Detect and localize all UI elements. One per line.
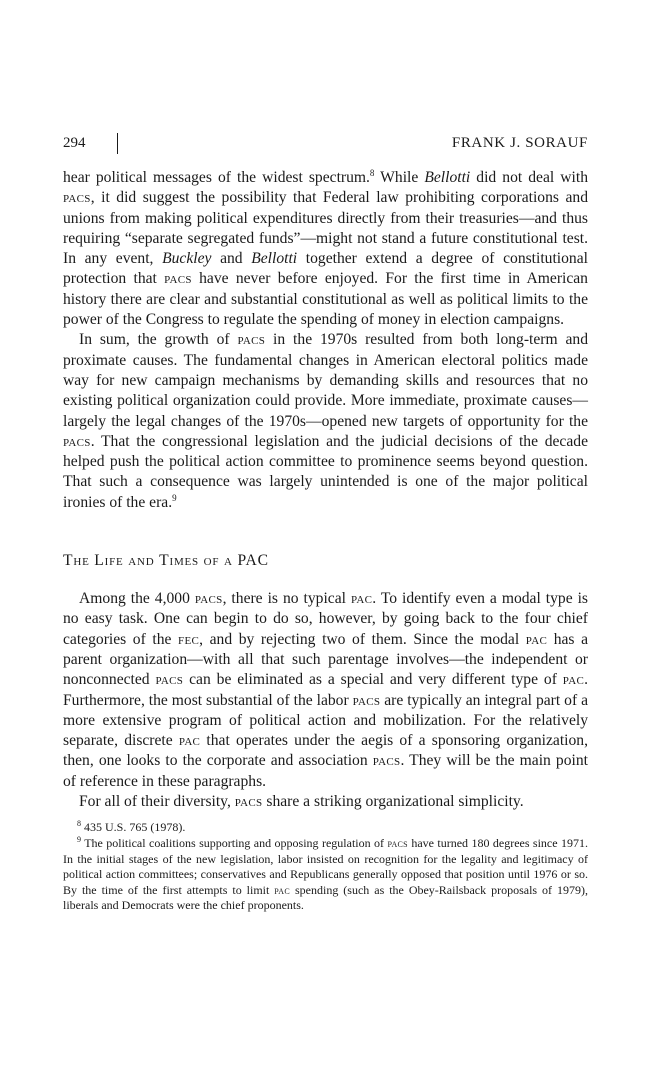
paragraph-2: In sum, the growth of pacs in the 1970s resulted from both long-term and proximate causes. The fundamental changes in American electoral politics made way for new campaign mechanisms by demanding skills and resources that no existing political organization could provide. More immediate, proximate causes—largely the legal changes of the 1970s—opened new targets of opportunity for the pacs. That the congressional legislation and the judicial decisions of the decade helped push the political action committee to prominence seems beyond question. That such a consequence was largely unintended is one of the major political ironies of the era.$^9$ [63, 331, 589, 511]
footnote-8: $^8$ 435 U.S. 765 (1978). [77, 819, 186, 835]
header-rule [117, 133, 118, 154]
body-text [63, 168, 588, 812]
footnote-mark-8: 8 [77, 819, 81, 829]
case-name-bellotti: Bellotti [251, 250, 298, 268]
paragraph-4: For all of their diversity, pacs share a striking organizational simplicity. [79, 793, 524, 811]
book-page [63, 130, 588, 914]
footnote-ref-9: 9 [172, 492, 177, 503]
paragraph-1: hear political messages of the widest spectrum.$^8$ While Bellotti did not deal with pacs, it did suggest the possibility that Federal law prohibiting corporations and unions from making political expenditures directly from their treasuries—and thus requiring “separate segregated funds”—might not stand a future constitutional test. In any event, Buckley and Bellotti together extend a degree of constitutional protection that pacs have never before enjoyed. For the first time in American history there are clear and substantial constitutional as well as political limits to the power of the Congress to regulate the spending of money in election campaigns. [63, 167, 588, 329]
running-head-author: FRANK J. SORAUF [451, 135, 588, 151]
footnote-9: $^9$ The political coalitions supporting and opposing regulation of pacs have turned 180 degrees since 1971. In the initial stages of the new legislation, labor insisted on recognition for the legality and legitimacy of political action committees; conservatives and Republicans generally opposed that position until 1976 or so. By the time of the first attempts to limit pac spending (such as the Obey-Railsback proposals of 1979), liberals and Democrats were the chief proponents. [63, 834, 589, 913]
paragraph-3: Among the 4,000 pacs, there is no typical pac. To identify even a modal type is no easy task. One can begin to do so, however, by going back to the four chief categories of the fec, and by rejecting two of them. Since the modal pac has a parent organization—with all that such parentage involves—the independent or nonconnected pacs can be eliminated as a special and very different type of pac. Furthermore, the most substantial of the labor pacs are typically an integral part of a more extensive program of political action and mobilization. For the relatively separate, discrete pac that operates under the aegis of a sponsoring organization, then, one looks to the corporate and association pacs. They will be the main point of reference in these paragraphs. [63, 590, 588, 790]
footnote-ref-8: 8 [369, 167, 375, 178]
case-name-buckley: Buckley [162, 250, 212, 268]
running-head [63, 130, 588, 156]
footnotes [63, 820, 588, 914]
page-number: 294 [63, 135, 86, 151]
footnote-mark-9: 9 [77, 834, 81, 844]
section-heading: The Life and Times of a PAC [63, 552, 269, 570]
case-name-bellotti: Bellotti [424, 169, 471, 186]
